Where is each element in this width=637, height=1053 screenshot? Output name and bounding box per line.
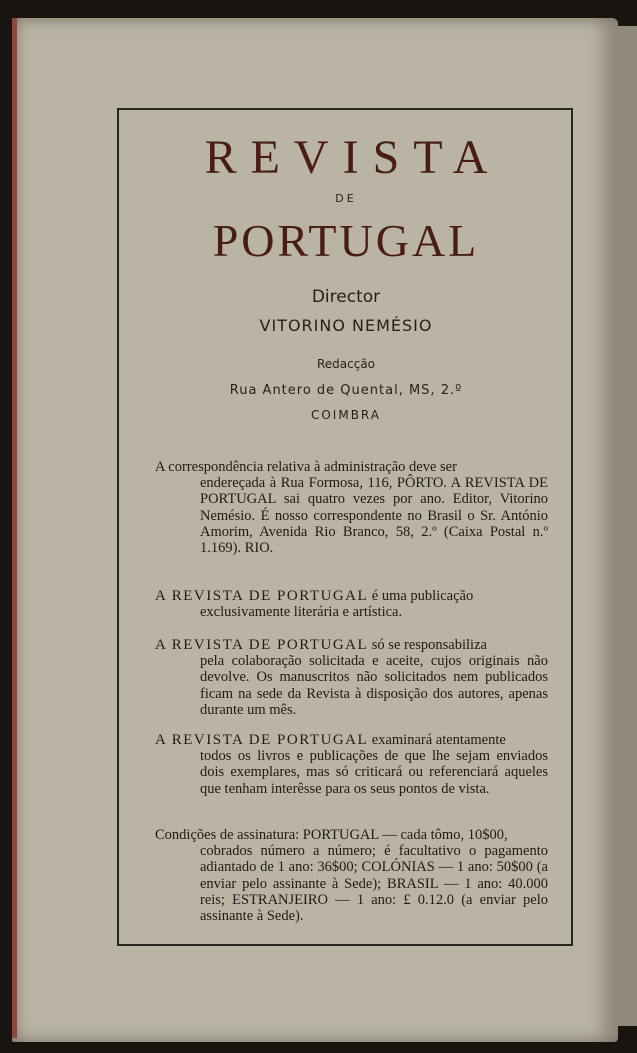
- journal-name-caps: A REVISTA DE PORTUGAL: [155, 732, 369, 748]
- redaccao-address: Rua Antero de Quental, MS, 2.º: [229, 383, 463, 398]
- journal-title-line2: PORTUGAL: [212, 215, 480, 266]
- facing-page-edge: [616, 26, 637, 1026]
- paragraph-first-line-tail: é uma publicação: [368, 588, 474, 604]
- correspondence-paragraph: [155, 459, 548, 556]
- journal-title-line1: REVISTA: [204, 131, 502, 184]
- paragraph-body: pela colaboração solicitada e aceite, cujos originais não devolve. Os manuscritos não solicitados nem publicados ficam na sede da Revista à disposição dos autores, apenas durante um mês.: [200, 653, 548, 718]
- literary-paragraph: [155, 588, 548, 620]
- paragraph-first-line-tail: examinará atentamente: [368, 732, 506, 748]
- paragraph-first-line: Condições de assinatura: PORTUGAL — cada tômo, 10$00,: [155, 827, 508, 843]
- redaccao-city: COIMBRA: [310, 408, 381, 422]
- paragraph-body: cobrados número a número; é facultativo o pagamento adiantado de 1 ano: 36$00; COLÓNIAS — 1 ano: 50$00 (a enviar pelo assinante à Sede); BRASIL — 1 ano: 40.000 reis; ESTRANJEIRO — 1 ano: £ 0.12.0 (a enviar pelo assinante à Sede).: [200, 843, 548, 925]
- director-label: Director: [311, 287, 381, 307]
- journal-name-caps: A REVISTA DE PORTUGAL: [155, 588, 369, 604]
- paragraph-first-line-tail: só se responsabiliza: [368, 637, 487, 653]
- director-name: VITORINO NEMÉSIO: [259, 316, 433, 335]
- paragraph-body: todos os livros e publicações de que lhe sejam enviados dois exemplares, mas só criticará ou referenciará aqueles que tenham interêsse para os seus pontos de vista.: [200, 748, 548, 797]
- journal-name-caps: A REVISTA DE PORTUGAL: [155, 637, 369, 653]
- paragraph-body: endereçada à Rua Formosa, 116, PÔRTO. A REVISTA DE PORTUGAL sai quatro vezes por ano. Editor, Vitorino Nemésio. É nosso correspondente no Brasil o Sr. António Amorim, Avenida Rio Branco, 58, 2.º (Caixa Postal n.º 1.169). RIO.: [200, 475, 548, 557]
- responsibility-paragraph: [155, 637, 548, 718]
- subscription-paragraph: [155, 827, 548, 924]
- paragraph-first-line: [155, 732, 548, 748]
- reviews-paragraph: [155, 732, 548, 797]
- paragraph-first-line: [155, 637, 548, 653]
- paragraph-first-line: [155, 588, 548, 604]
- paragraph-first-line: A correspondência relativa à administração deve ser: [155, 459, 457, 475]
- paragraph-body: exclusivamente literária e artística.: [200, 604, 403, 621]
- journal-title-de: DE: [335, 192, 357, 205]
- book-spine-edge: [12, 18, 17, 1038]
- redaccao-label: Redacção: [316, 357, 376, 371]
